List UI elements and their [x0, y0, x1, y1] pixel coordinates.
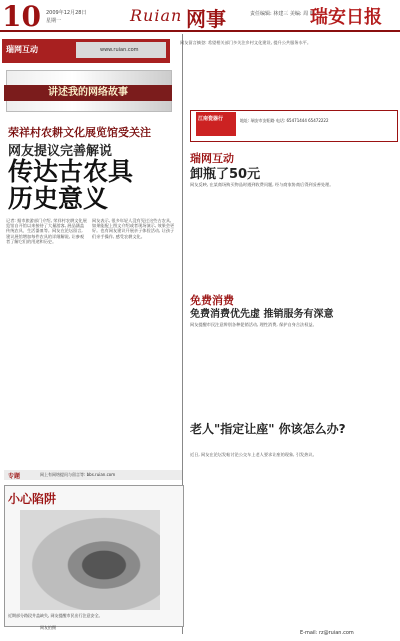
bottom-title: 老人"指定让座" 你该怎么办?	[190, 422, 346, 436]
strip-text: 网上有网络提问与留言等: bbs.ruian.com	[40, 472, 116, 477]
section-title: 网事	[186, 7, 226, 31]
newspaper-logo: 瑞安日报	[310, 7, 382, 28]
story-body-right: 网友表示, 很多年轻人没有见过这些古农具, 如果能配上图文介绍或者现场演示, 效果会更好。也有网友建议开展亲子体验活动, 让孩子们亲手操作, 感受农耕文化。	[92, 218, 175, 239]
mid-title: 卸瓶了50元	[190, 167, 261, 182]
site-url[interactable]: www.ruian.com	[100, 47, 139, 53]
ad-body: 地址: 瑞安市安阳路 电话: 65471444 65472222	[240, 118, 329, 123]
mid-body: 网友反映, 在某商场购买物品时遇到收费问题, 经与商家协商后得到妥善处理。	[190, 182, 334, 187]
story-headline	[8, 158, 168, 212]
page-footer: E-mail: rz@ruian.com	[300, 630, 354, 636]
page-number: 10	[2, 0, 41, 33]
feature-photo	[20, 510, 160, 610]
right-top-body: 网友留言摘登: 希望相关部门多关注乡村文化建设, 提升公共服务水平。	[180, 40, 312, 45]
mid2-kicker: 免费消费	[190, 294, 234, 307]
date-line: 2009年12月28日	[46, 10, 87, 16]
promo-banner: 讲述我的网络故事	[4, 85, 172, 101]
mid2-title: 免费消费优先虚 推销服务有深意	[190, 309, 334, 320]
feature-title: 小心陷阱	[8, 492, 57, 506]
editor-line: 责任编辑: 林建三 美编: 周 明	[250, 11, 315, 17]
headline-line-1: 传达古农具	[8, 157, 134, 186]
mid-kicker: 瑞网互动	[190, 152, 234, 165]
strip-label: 专题	[8, 473, 21, 480]
ad-label: 江南瓷器行	[198, 116, 224, 122]
headline-line-2: 历史意义	[8, 184, 109, 213]
mid2-body: 网友提醒市民注意辨别各种促销活动, 理性消费, 保护自身合法权益。	[190, 322, 317, 327]
story-subhead: 网友提议完善解说	[8, 144, 113, 159]
bottom-body: 近日, 网友在论坛发帖讨论公交车上老人要求让座的现象, 引发热议。	[190, 452, 317, 457]
weekday: 星期一	[46, 18, 62, 24]
edition-name: Ruian	[130, 6, 183, 25]
story-body-left: 记者: 据市旅游部门介绍, 荣祥村农耕文化展览馆自开馆以来接待了大量游客, 展品涵盖传统农具、生活器皿等。网友在论坛留言, 建议展馆增加每件农具的详细解说, 让参观者了解它们的用途和历史。	[6, 218, 87, 244]
feature-caption: 近期部分路段井盖缺失, 网友提醒市民出行注意安全。	[8, 613, 103, 618]
feature-footer: 网友拍摄	[40, 625, 56, 630]
banner-tag: 瑞网互动	[6, 45, 38, 54]
story-kicker: 荣祥村农耕文化展览馆受关注	[8, 126, 151, 139]
